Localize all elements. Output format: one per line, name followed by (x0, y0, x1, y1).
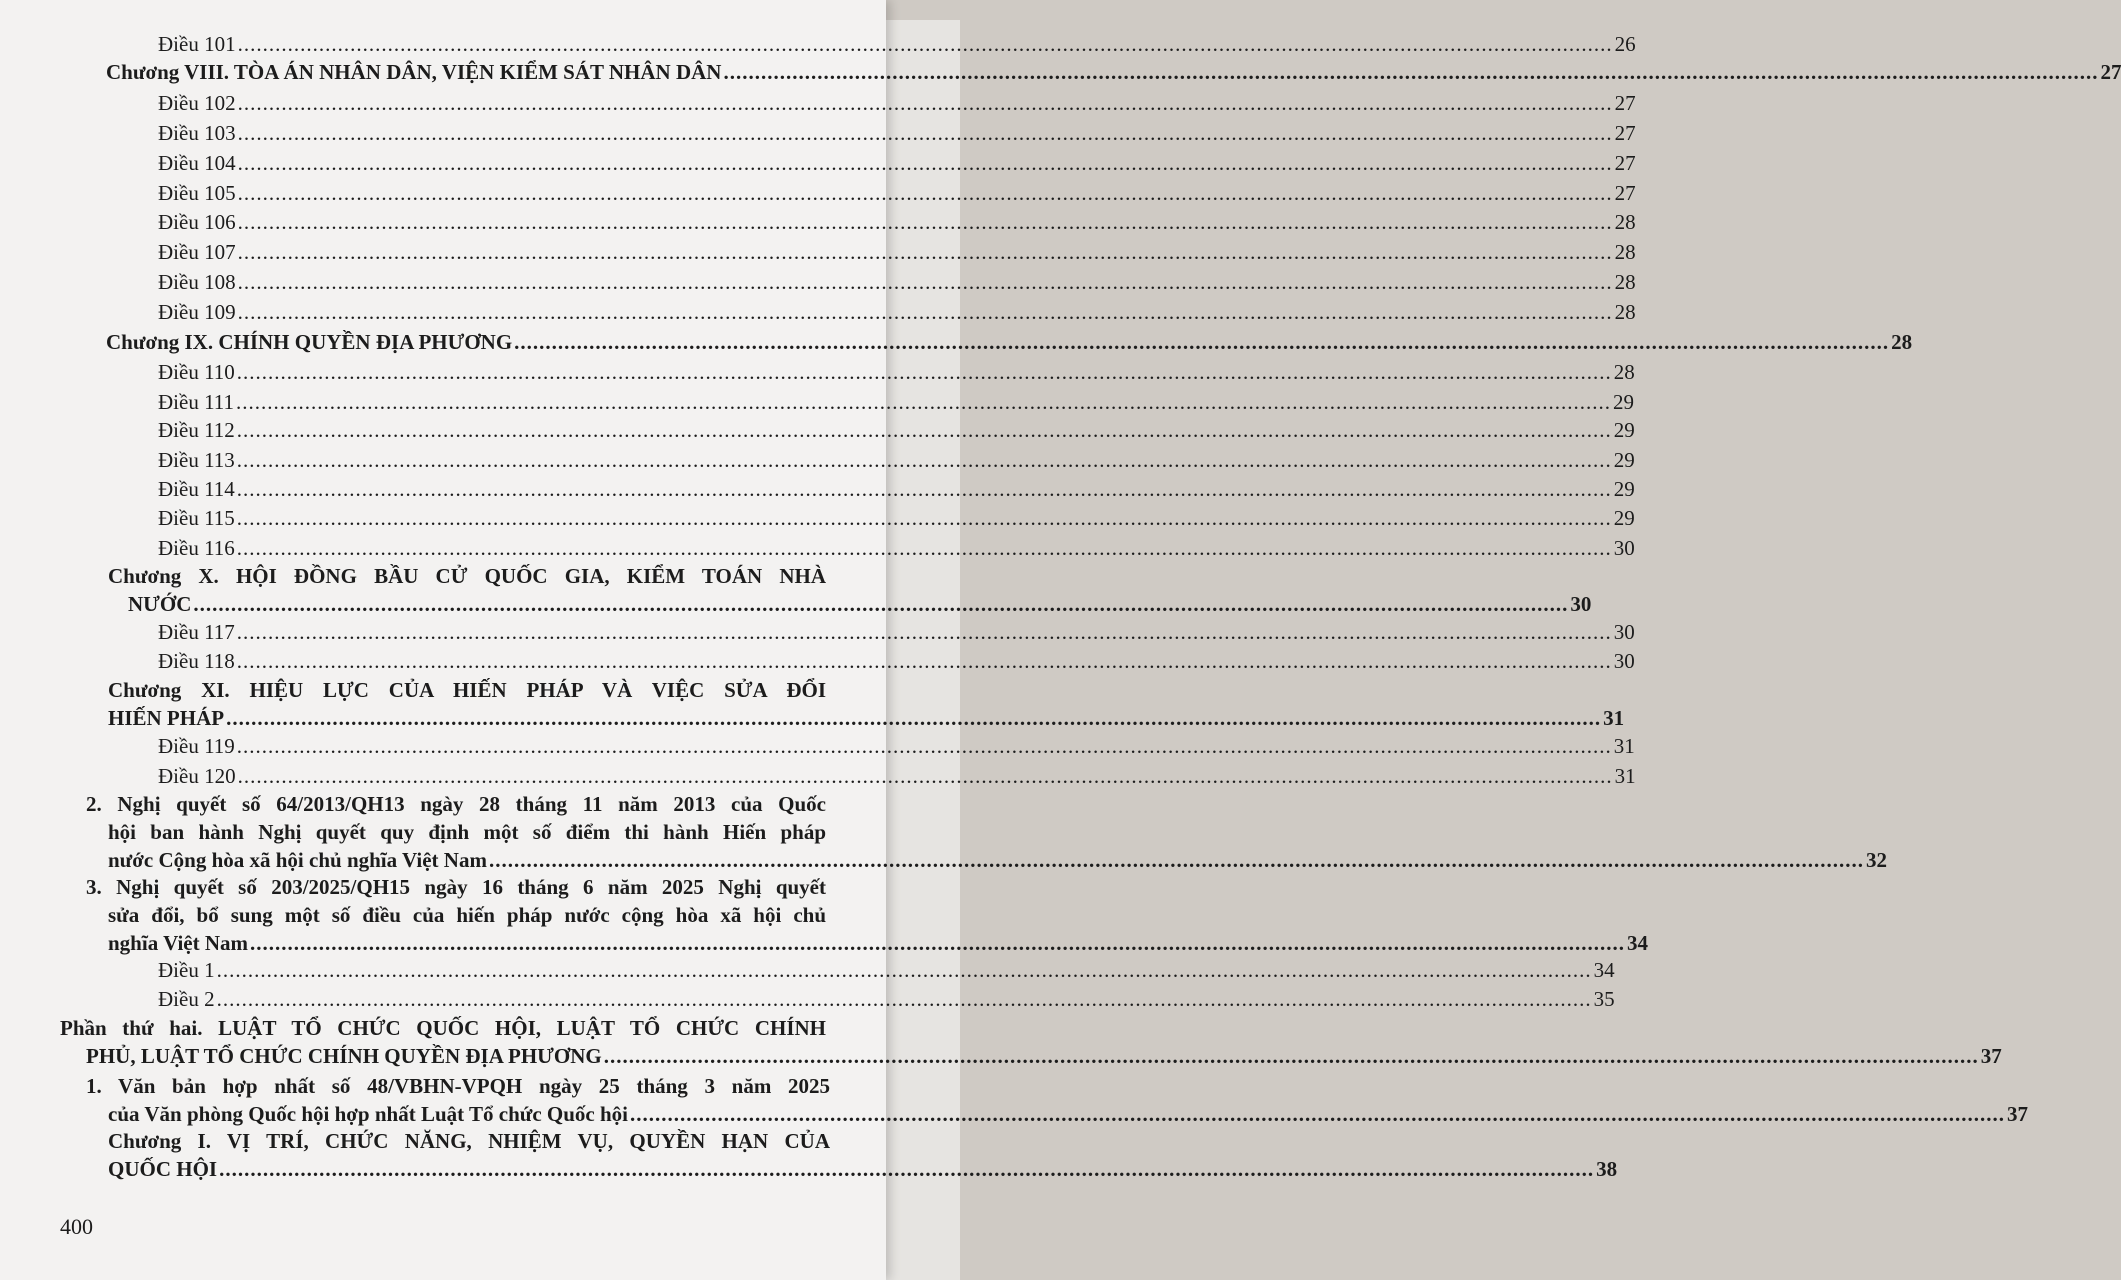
leader-dots: ............................................................................................................................................................................................................................ (236, 734, 1612, 758)
toc-entry (158, 268, 1636, 296)
toc-entry-page: 29 (1613, 477, 1635, 501)
toc-entry-page: 29 (1613, 390, 1635, 414)
toc-entry-label: Điều 119 (158, 734, 235, 758)
leader-dots: ............................................................................................................................................................................................................................ (237, 121, 1613, 145)
leader-dots: ............................................................................................................................................................................................................................ (603, 1044, 1979, 1068)
toc-entry-page: 30 (1613, 649, 1635, 673)
leader-dots: ............................................................................................................................................................................................................................ (236, 649, 1612, 673)
toc-entry (86, 1042, 2002, 1070)
toc-entry-line: Chương XI. HIỆU LỰC CỦA HIẾN PHÁP VÀ VIỆC SỬA ĐỔI (108, 678, 826, 702)
toc-entry (158, 30, 1636, 58)
toc-entry-label: Điều 105 (158, 181, 236, 205)
toc-entry-page: 27 (1614, 91, 1636, 115)
leader-dots: ............................................................................................................................................................................................................................ (237, 764, 1613, 788)
toc-entry (108, 1100, 2029, 1128)
leader-dots: ............................................................................................................................................................................................................................ (236, 390, 1612, 414)
toc-entry-label: Điều 114 (158, 477, 235, 501)
leader-dots: ............................................................................................................................................................................................................................ (237, 270, 1613, 294)
leader-dots: ............................................................................................................................................................................................................................ (237, 210, 1613, 234)
leader-dots: ............................................................................................................................................................................................................................ (237, 181, 1613, 205)
toc-entry-page: 37 (1980, 1044, 2002, 1068)
leader-dots: ............................................................................................................................................................................................................................ (236, 360, 1612, 384)
toc-entry (158, 179, 1636, 207)
toc-entry-page: 27 (2100, 60, 2121, 84)
toc-entry (158, 475, 1635, 503)
toc-entry-label: HIẾN PHÁP (108, 706, 225, 730)
toc-entry (158, 208, 1636, 236)
toc-entry-label: Điều 106 (158, 210, 236, 234)
toc-entry (108, 846, 1887, 874)
toc-entry (158, 985, 1615, 1013)
toc-entry-label: Điều 115 (158, 506, 235, 530)
toc-entry-line: 3. Nghị quyết số 203/2025/QH15 ngày 16 tháng 6 năm 2025 Nghị quyết (86, 875, 826, 899)
toc-entry-line: 1. Văn bản hợp nhất số 48/VBHN-VPQH ngày 25 tháng 3 năm 2025 (86, 1074, 830, 1098)
leader-dots: ............................................................................................................................................................................................................................ (236, 418, 1612, 442)
toc-entry (128, 590, 1592, 618)
toc-entry-page: 38 (1596, 1157, 1618, 1181)
toc-entry-label: Điều 104 (158, 151, 236, 175)
toc-entry-label: Điều 1 (158, 958, 215, 982)
leader-dots: ............................................................................................................................................................................................................................ (514, 330, 1890, 354)
toc-entry-label: Điều 108 (158, 270, 236, 294)
toc-entry (158, 89, 1636, 117)
toc-entry-label: nghĩa Việt Nam (108, 931, 249, 955)
toc-entry (158, 956, 1615, 984)
toc-entry-page: 31 (1613, 734, 1635, 758)
toc-entry (158, 647, 1635, 675)
toc-entry-page: 29 (1613, 418, 1635, 442)
leader-dots: ............................................................................................................................................................................................................................ (250, 931, 1626, 955)
toc-entry-label: Điều 109 (158, 300, 236, 324)
toc-entry-label: QUỐC HỘI (108, 1157, 218, 1181)
toc-entry-page: 35 (1593, 987, 1615, 1011)
toc-entry (158, 388, 1635, 416)
toc-entry-page: 34 (1627, 931, 1649, 955)
toc-entry-page: 32 (1865, 848, 1887, 872)
leader-dots: ............................................................................................................................................................................................................................ (237, 240, 1613, 264)
toc-entry-page: 29 (1613, 506, 1635, 530)
toc-entry (158, 618, 1635, 646)
toc-entry-label: Chương IX. CHÍNH QUYỀN ĐỊA PHƯƠNG (106, 330, 513, 354)
toc-entry-page: 31 (1614, 764, 1636, 788)
toc-entry (158, 534, 1635, 562)
toc-entry-page: 28 (1614, 240, 1636, 264)
toc-entry-label: Điều 101 (158, 32, 236, 56)
toc-entry-line: 2. Nghị quyết số 64/2013/QH13 ngày 28 tháng 11 năm 2013 của Quốc (86, 792, 826, 816)
toc-entry-page: 28 (1614, 210, 1636, 234)
toc-entry (158, 416, 1635, 444)
toc-entry-label: Điều 107 (158, 240, 236, 264)
toc-entry-label: Điều 113 (158, 448, 235, 472)
toc-entry-label: Điều 110 (158, 360, 235, 384)
leader-dots: ............................................................................................................................................................................................................................ (237, 151, 1613, 175)
toc-entry-page: 28 (1613, 360, 1635, 384)
toc-entry-page: 29 (1613, 448, 1635, 472)
toc-entry (158, 298, 1636, 326)
leader-dots: ............................................................................................................................................................................................................................ (236, 506, 1612, 530)
toc-entry-label: Điều 120 (158, 764, 236, 788)
toc-entry (158, 762, 1636, 790)
toc-entry-label: Điều 2 (158, 987, 215, 1011)
toc-entry-page: 27 (1614, 151, 1636, 175)
page-number: 400 (60, 1214, 93, 1239)
toc-entry-label: Điều 102 (158, 91, 236, 115)
leader-dots: ............................................................................................................................................................................................................................ (630, 1102, 2006, 1126)
toc-entry-label: Điều 111 (158, 390, 235, 414)
toc-entry-page: 30 (1570, 592, 1592, 616)
leader-dots: ............................................................................................................................................................................................................................ (236, 448, 1612, 472)
leader-dots: ............................................................................................................................................................................................................................ (236, 536, 1612, 560)
toc-entry-label: PHỦ, LUẬT TỔ CHỨC CHÍNH QUYỀN ĐỊA PHƯƠNG (86, 1044, 602, 1068)
leader-dots: ............................................................................................................................................................................................................................ (236, 477, 1612, 501)
leader-dots: ............................................................................................................................................................................................................................ (216, 987, 1592, 1011)
toc-entry-page: 37 (2007, 1102, 2029, 1126)
toc-entry-label: NƯỚC (128, 592, 192, 616)
toc-entry-page: 34 (1593, 958, 1615, 982)
leader-dots: ............................................................................................................................................................................................................................ (226, 706, 1602, 730)
leader-dots: ............................................................................................................................................................................................................................ (216, 958, 1592, 982)
toc-entry-line: Phần thứ hai. LUẬT TỔ CHỨC QUỐC HỘI, LUẬT TỔ CHỨC CHÍNH (60, 1016, 826, 1040)
toc-entry (108, 704, 1625, 732)
toc-entry-page: 28 (1614, 300, 1636, 324)
toc-entry (108, 929, 1649, 957)
toc-entry-page: 28 (1891, 330, 1913, 354)
toc-entry-page: 30 (1613, 536, 1635, 560)
toc-entry (158, 358, 1635, 386)
toc-entry-page: 28 (1614, 270, 1636, 294)
leader-dots: ............................................................................................................................................................................................................................ (236, 620, 1612, 644)
toc-entry (106, 328, 1913, 356)
toc-entry-page: 30 (1613, 620, 1635, 644)
leader-dots: ............................................................................................................................................................................................................................ (193, 592, 1569, 616)
leader-dots: ............................................................................................................................................................................................................................ (237, 300, 1613, 324)
toc-entry (158, 238, 1636, 266)
toc-entry (158, 446, 1635, 474)
toc-entry (158, 149, 1636, 177)
toc-entry (158, 119, 1636, 147)
toc-entry-line: Chương X. HỘI ĐỒNG BẦU CỬ QUỐC GIA, KIỂM TOÁN NHÀ (108, 564, 826, 588)
toc-entry-page: 27 (1614, 121, 1636, 145)
toc-entry-page: 27 (1614, 181, 1636, 205)
toc-entry-label: Điều 117 (158, 620, 235, 644)
toc-entry-label: Chương VIII. TÒA ÁN NHÂN DÂN, VIỆN KIỂM SÁT NHÂN DÂN (106, 60, 722, 84)
leader-dots: ............................................................................................................................................................................................................................ (488, 848, 1864, 872)
toc-entry-label: Điều 112 (158, 418, 235, 442)
toc-entry-label: Điều 116 (158, 536, 235, 560)
toc-entry-label: Điều 103 (158, 121, 236, 145)
toc-entry (106, 58, 2121, 86)
toc-entry-label: nước Cộng hòa xã hội chủ nghĩa Việt Nam (108, 848, 487, 872)
toc-entry-line: sửa đổi, bổ sung một số điều của hiến pháp nước cộng hòa xã hội chủ (108, 903, 826, 927)
toc-entry (158, 732, 1635, 760)
leader-dots: ............................................................................................................................................................................................................................ (237, 91, 1613, 115)
toc-entry-label: Điều 118 (158, 649, 235, 673)
leader-dots: ............................................................................................................................................................................................................................ (723, 60, 2099, 84)
toc-entry (158, 504, 1635, 532)
leader-dots: ............................................................................................................................................................................................................................ (237, 32, 1613, 56)
toc-entry-page: 31 (1603, 706, 1625, 730)
toc-entry-label: của Văn phòng Quốc hội hợp nhất Luật Tổ chức Quốc hội (108, 1102, 629, 1126)
toc-entry-line: Chương I. VỊ TRÍ, CHỨC NĂNG, NHIỆM VỤ, QUYỀN HẠN CỦA (108, 1129, 830, 1153)
toc-entry-page: 26 (1614, 32, 1636, 56)
toc-entry (108, 1155, 1618, 1183)
toc-entry-line: hội ban hành Nghị quyết quy định một số điểm thi hành Hiến pháp (108, 820, 826, 844)
leader-dots: ............................................................................................................................................................................................................................ (219, 1157, 1595, 1181)
